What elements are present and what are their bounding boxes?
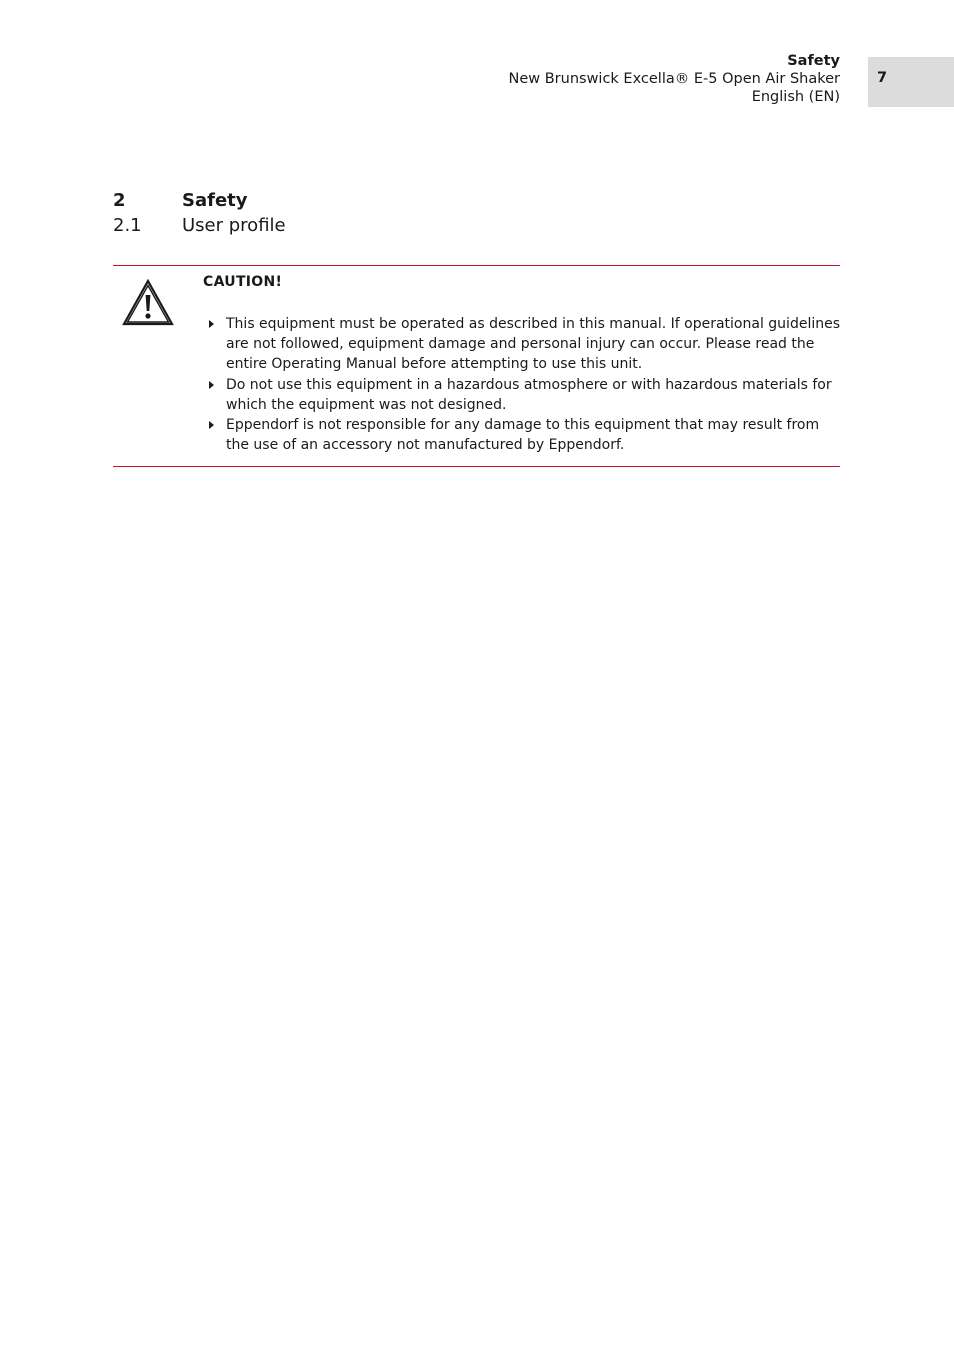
page-number-tab <box>868 57 954 107</box>
list-item-text: Eppendorf is not responsible for any damage to this equipment that may result from the use of an accessory not manufactured by Eppendorf. <box>226 417 820 454</box>
caution-top-rule <box>113 265 840 266</box>
header-language: English (EN) <box>751 89 840 105</box>
header-section-title: Safety <box>787 53 840 69</box>
bullet-arrow-icon <box>209 381 214 389</box>
caution-bottom-rule <box>113 466 840 467</box>
caution-list <box>203 314 840 455</box>
chapter-heading <box>113 190 248 211</box>
chapter-title: Safety <box>182 190 248 211</box>
list-item <box>203 415 840 455</box>
chapter-number: 2 <box>113 190 126 211</box>
running-header <box>508 52 840 106</box>
caution-title: CAUTION! <box>203 274 283 290</box>
list-item-text: Do not use this equipment in a hazardous atmosphere or with hazardous materials for which the equipment was not designed. <box>226 376 832 413</box>
bullet-arrow-icon <box>209 320 214 328</box>
section-heading <box>113 215 286 236</box>
list-item-text: This equipment must be operated as described in this manual. If operational guidelines are not followed, equipment damage and personal injury can occur. Please read the entire Operating Manual before attempting to use this unit. <box>226 316 840 373</box>
list-item <box>203 375 840 415</box>
page-number: 7 <box>877 70 888 86</box>
bullet-arrow-icon <box>209 421 214 429</box>
section-number: 2.1 <box>113 215 142 236</box>
list-item <box>203 314 840 375</box>
section-title: User profile <box>182 215 286 236</box>
warning-triangle-icon <box>122 279 174 326</box>
header-product-name: New Brunswick Excella® E-5 Open Air Shaker <box>508 71 840 87</box>
